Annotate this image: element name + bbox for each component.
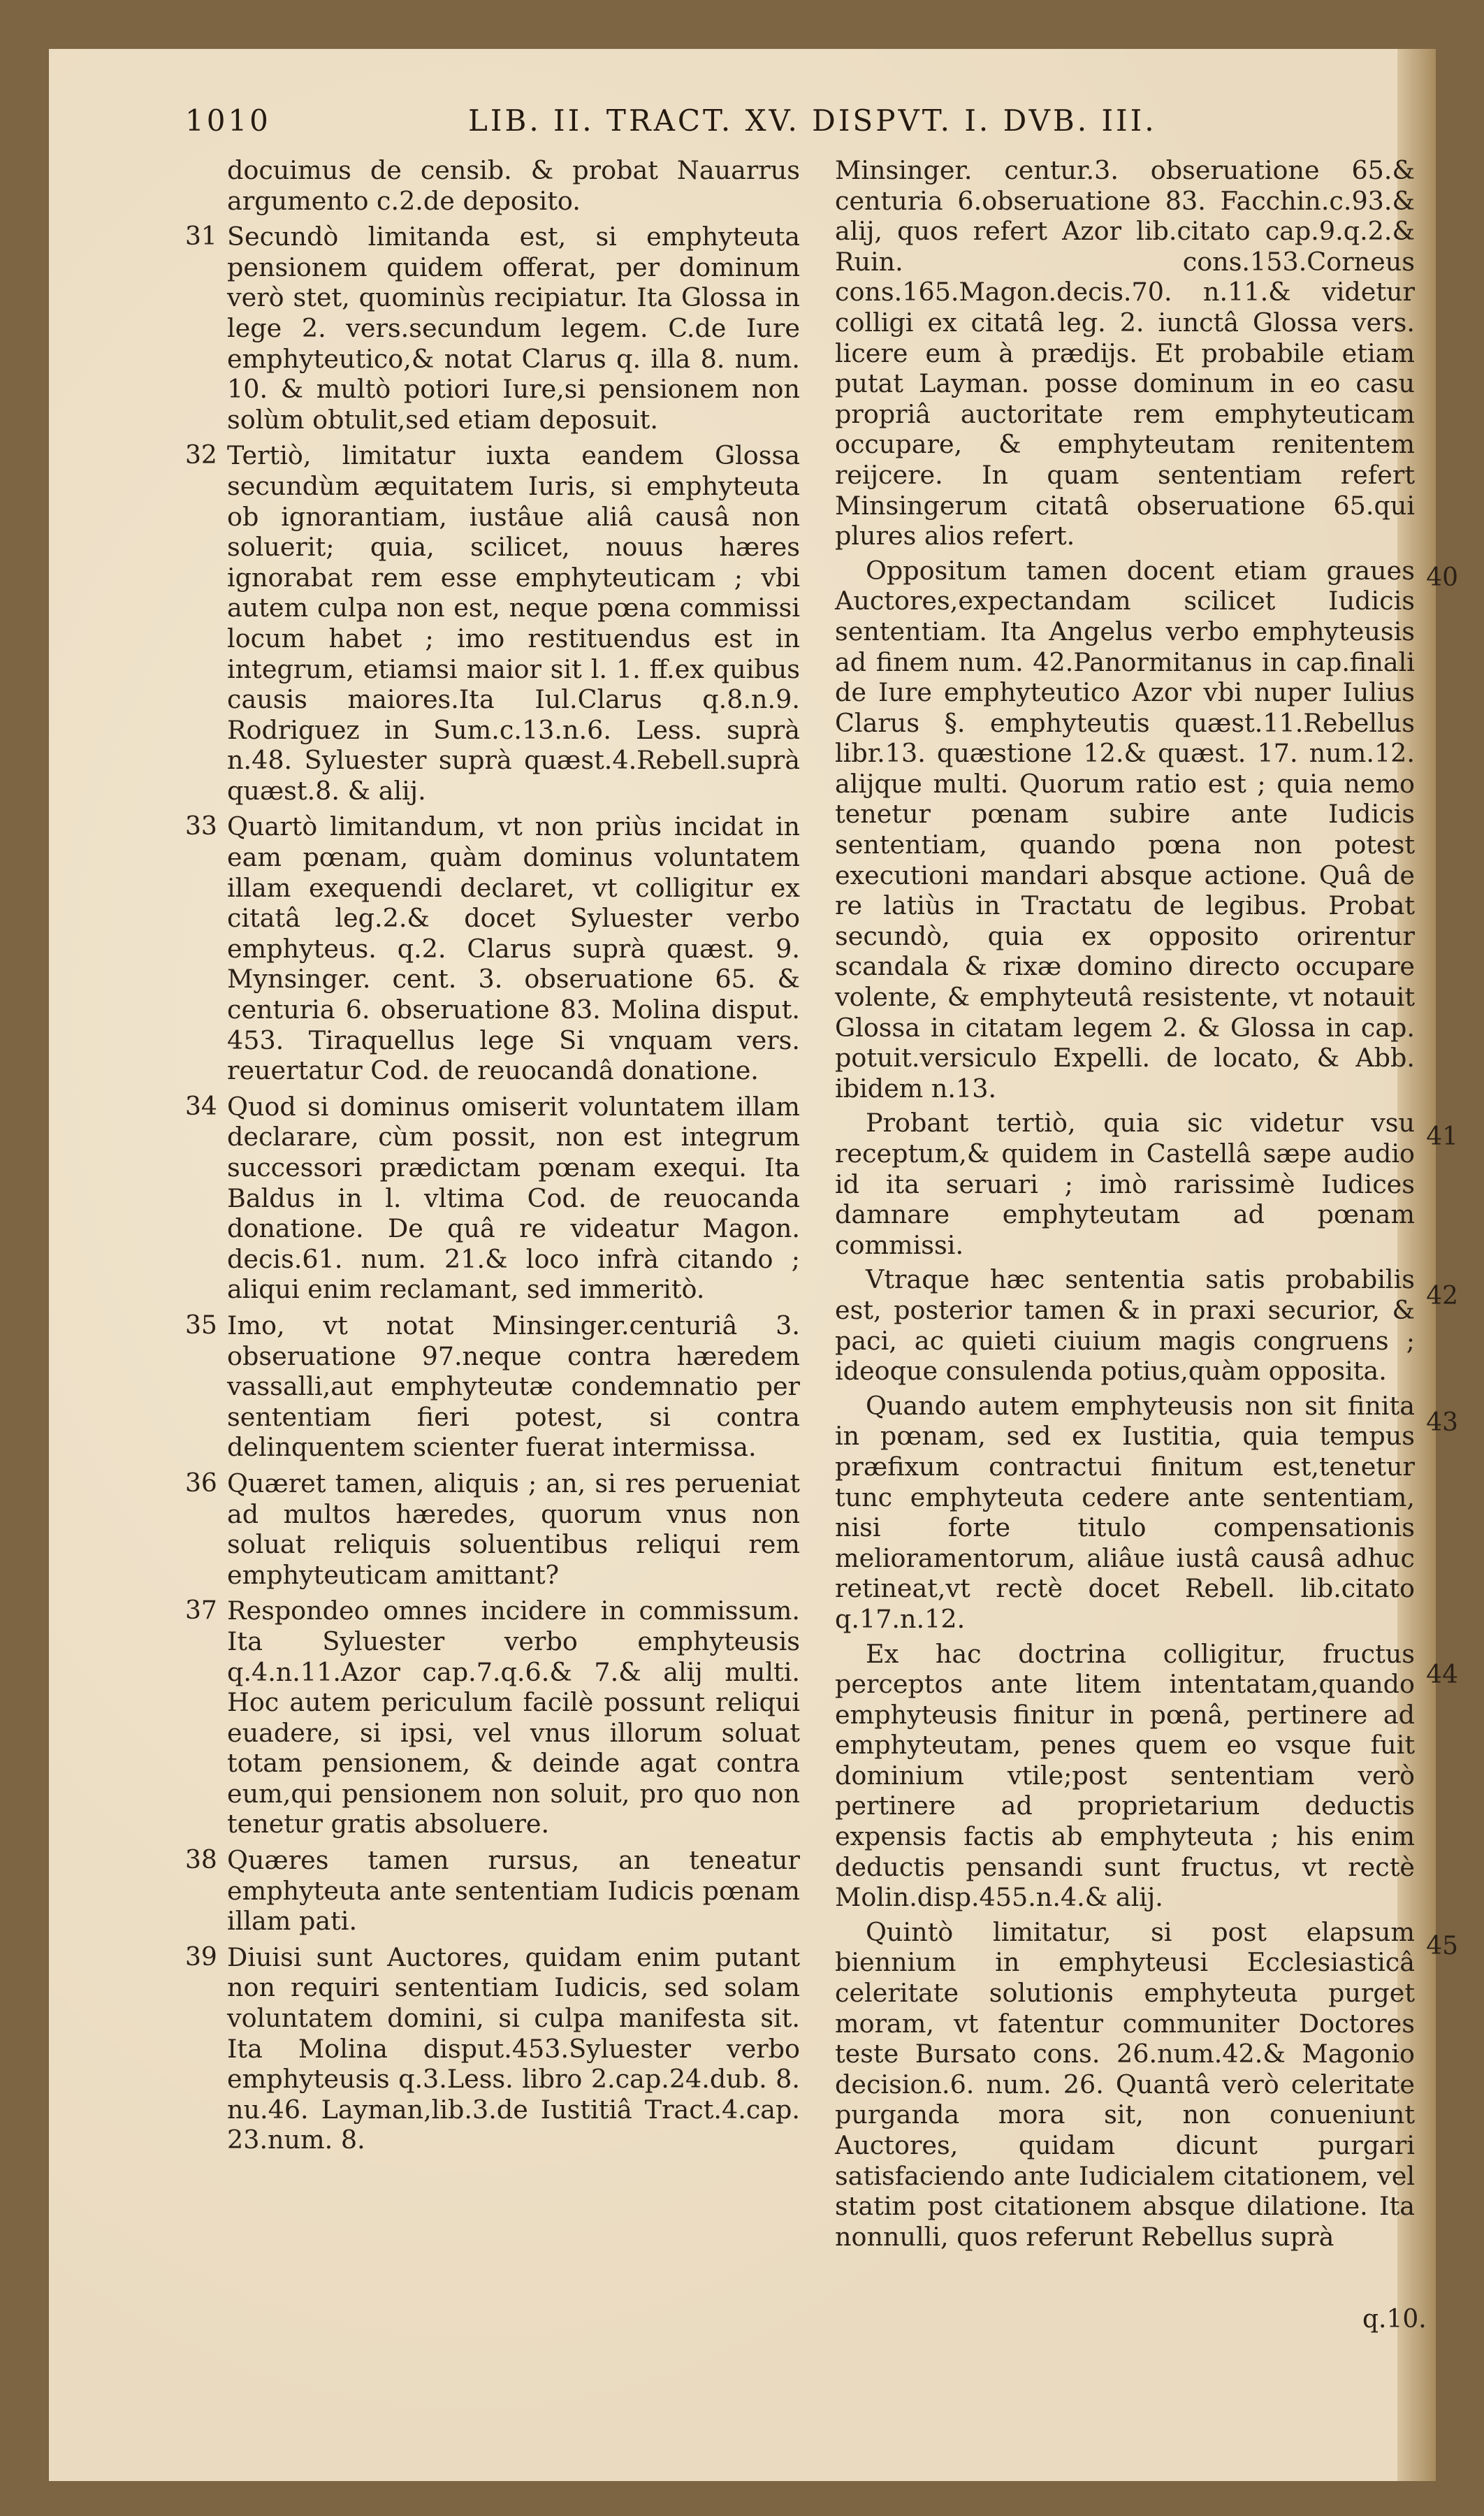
paragraph — [185, 1310, 800, 1463]
paragraph-text: Oppositum tamen docent etiam graues Auctores,expectandam scilicet Iudicis sententiam. Ita Angelus verbo emphyteusis ad finem num. 42.Panormitanus in cap.finali de Iure emphyteutico Azor vbi nuper Iulius Clarus §. emphyteutis quæst.11.Rebellus libr.13. quæstione 12.& quæst. 17. num.12. alijque multi. Quorum ratio est ; quia nemo tenetur pœnam subire ante Iudicis sententiam, quando pœna non potest executioni mandari absque actione. Quâ de re latiùs in Tractatu de legibus. Probat secundò, quia ex opposito orirentur scandala & rixæ domino directo occupare volente, & emphyteutâ resistente, vt notauit Glossa in citatam legem 2. & Glossa in cap. potuit.versiculo Expelli. de locato, & Abb. ibidem n.13. — [835, 555, 1415, 1104]
right-column — [835, 155, 1458, 2315]
paragraph-text: Quæret tamen, aliquis ; an, si res perueniat ad multos hæredes, quorum vnus non soluat reliquis soluentibus reliqui rem emphyteuticam amittant? — [227, 1468, 800, 1590]
paragraph-number: 32 — [185, 441, 217, 470]
paragraph — [227, 155, 800, 216]
paragraph-text: Secundò limitanda est, si emphyteuta pensionem quidem offerat, per dominum verò stet, quominùs recipiatur. Ita Glossa in lege 2. vers.secundum legem. C.de Iure emphyteutico,& notat Clarus q. illa 8. num. 10. & multò potiori Iure,si pensionem non solùm obtulit,sed etiam deposuit. — [227, 222, 800, 435]
paragraph-text: Minsinger. centur.3. obseruatione 65.& centuria 6.obseruatione 83. Facchin.c.93.& alij, quos refert Azor lib.citato cap.9.q.2.& Ruin. cons.153.Corneus cons.165.Magon.decis.70. n.11.& videtur colligi ex citatâ leg. 2. iunctâ Glossa vers. licere eum à prædijs. Et probabile etiam putat Layman. posse dominum in eo casu propriâ auctoritate rem emphyteuticam occupare, & emphyteutam renitentem reijcere. In quam sententiam refert Minsingerum citatâ obseruatione 65.qui plures alios refert. — [835, 155, 1415, 551]
paragraph — [835, 1264, 1458, 1387]
paragraph-number: 39 — [185, 1942, 217, 1972]
paragraph-number: 44 — [1426, 1660, 1458, 1689]
paragraph — [185, 440, 800, 806]
paragraph-number: 35 — [185, 1310, 217, 1340]
paragraph-text: Quod si dominus omiserit voluntatem illam declarare, cùm possit, non est integrum successori prædictam pœnam exequi. Ita Baldus in l. vltima Cod. de reuocanda donatione. De quâ re videatur Magon. decis.61. num. 21.& loco infrà citando ; aliqui enim reclamant, sed immeritò. — [227, 1091, 800, 1305]
paragraph — [835, 1390, 1458, 1635]
paragraph-text: Quintò limitatur, si post elapsum biennium in emphyteusi Ecclesiasticâ celeritate solutionis emphyteuta purget moram, vt fatentur communiter Doctores teste Bursato cons. 26.num.42.& Magonio decision.6. num. 26. Quantâ verò celeritate purganda mora sit, non conueniunt Auctores, quidam dicunt purgari satisfaciendo ante Iudicialem citationem, vel statim post citationem absque dilatione. Ita nonnulli, quos referunt Rebellus suprà — [835, 1916, 1415, 2252]
paragraph-number: 41 — [1426, 1122, 1458, 1152]
paragraph-text: Quando autem emphyteusis non sit finita in pœnam, sed ex Iustitia, quia tempus præfixum contractui finitum est,tenetur tunc emphyteuta cedere ante sententiam, nisi forte titulo compensationis melioramentorum, aliâue iustâ causâ adhuc retineat,vt rectè docet Rebell. lib.citato q.17.n.12. — [835, 1390, 1415, 1634]
paragraph-text: Ex hac doctrina colligitur, fructus perceptos ante litem intentatam,quando emphyteusis finitur in pœnâ, pertinere ad emphyteutam, penes quem eo vsque fuit dominium vtile;post sententiam verò pertinere ad proprietarium deductis expensis factis ab emphyteuta ; his enim deductis pensandi sunt fructus, vt rectè Molin.disp.455.n.4.& alij. — [835, 1638, 1415, 1913]
paragraph — [835, 1638, 1458, 1913]
paragraph-number: 45 — [1426, 1931, 1458, 1960]
paragraph-text: Tertiò, limitatur iuxta eandem Glossa secundùm æquitatem Iuris, si emphyteuta ob ignorantiam, iustâue aliâ causâ non soluerit; quia, scilicet, nouus hæres ignorabat rem esse emphyteuticam ; vbi autem culpa non est, neque pœna commissi locum habet ; imo restituendus est in integrum, etiamsi maior sit l. 1. ff.ex quibus causis maiores.Ita Iul.Clarus q.8.n.9. Rodriguez in Sum.c.13.n.6. Less. suprà n.48. Syluester suprà quæst.4.Rebell.suprà quæst.8. & alij. — [227, 440, 800, 806]
paragraph-number: 36 — [185, 1468, 217, 1498]
paragraph-number: 34 — [185, 1092, 217, 1121]
paragraph — [835, 1916, 1458, 2253]
book-page — [49, 49, 1458, 2481]
paragraph — [185, 1468, 800, 1590]
paragraph-text: Quartò limitandum, vt non priùs incidat in eam pœnam, quàm dominus voluntatem illam exequendi declaret, vt colligitur ex citatâ leg.2.& docet Syluester verbo emphyteus. q.2. Clarus suprà quæst. 9. Mynsinger. cent. 3. obseruatione 65. & centuria 6. obseruatione 83. Molina disput. 453. Tiraquellus lege Si vnquam vers. reuertatur Cod. de reuocandâ donatione. — [227, 811, 800, 1086]
paragraph-number: 37 — [185, 1596, 217, 1626]
paragraph-text: Probant tertiò, quia sic videtur vsu receptum,& quidem in Castellâ sæpe audio id ita seruari ; imò rarissimè Iudices damnare emphyteutam ad pœnam commissi. — [835, 1108, 1415, 1260]
paragraph-number: 38 — [185, 1846, 217, 1875]
paragraph — [185, 811, 800, 1086]
paragraph-text: Imo, vt notat Minsinger.centuriâ 3. obseruatione 97.neque contra hæredem vassalli,aut emphyteutæ condemnatio per sententiam fieri potest, si contra delinquentem scienter fuerat intermissa. — [227, 1310, 800, 1463]
paragraph — [835, 1108, 1458, 1260]
paragraph — [185, 1845, 800, 1937]
paragraph — [835, 555, 1458, 1104]
catchword: q.10. — [1362, 2305, 1427, 2334]
paragraph — [185, 1091, 800, 1305]
left-column — [185, 155, 800, 2315]
paragraph-text: Vtraque hæc sententia satis probabilis est, posterior tamen & in praxi securior, & paci, ac quieti ciuium magis congruens ; ideoque consulenda potius,quàm opposita. — [835, 1264, 1415, 1387]
paragraph-number: 31 — [185, 222, 217, 252]
running-title: LIB. II. TRACT. XV. DISPVT. I. DVB. III. — [468, 103, 1157, 138]
paragraph — [185, 1596, 800, 1839]
paragraph-text: Diuisi sunt Auctores, quidam enim putant non requiri sententiam Iudicis, sed solam voluntatem domini, si culpa manifesta sit. Ita Molina disput.453.Syluester verbo emphyteusis q.3.Less. libro 2.cap.24.dub. 8. nu.46. Layman,lib.3.de Iustitiâ Tract.4.cap. 23.num. 8. — [227, 1942, 800, 2155]
paragraph — [185, 1942, 800, 2155]
paragraph-number: 33 — [185, 812, 217, 841]
running-head — [185, 103, 1289, 152]
paragraph — [185, 222, 800, 435]
paragraph-number: 43 — [1426, 1408, 1458, 1437]
paragraph-number: 40 — [1426, 563, 1458, 592]
page-number: 1010 — [185, 103, 271, 138]
paragraph-text: Respondeo omnes incidere in commissum. Ita Syluester verbo emphyteusis q.4.n.11.Azor cap.7.q.6.& 7.& alij multi. Hoc autem periculum facilè possunt reliqui euadere, si ipsi, vel vnus illorum soluat totam pensionem, & deinde agat contra eum,qui pensionem non soluit, pro quo non tenetur gratis absoluere. — [227, 1596, 800, 1839]
paragraph-number: 42 — [1426, 1282, 1458, 1311]
paragraph-text: docuimus de censib. & probat Nauarrus argumento c.2.de deposito. — [227, 155, 800, 216]
paragraph — [835, 155, 1415, 551]
paragraph-text: Quæres tamen rursus, an teneatur emphyteuta ante sententiam Iudicis pœnam illam pati. — [227, 1845, 800, 1937]
